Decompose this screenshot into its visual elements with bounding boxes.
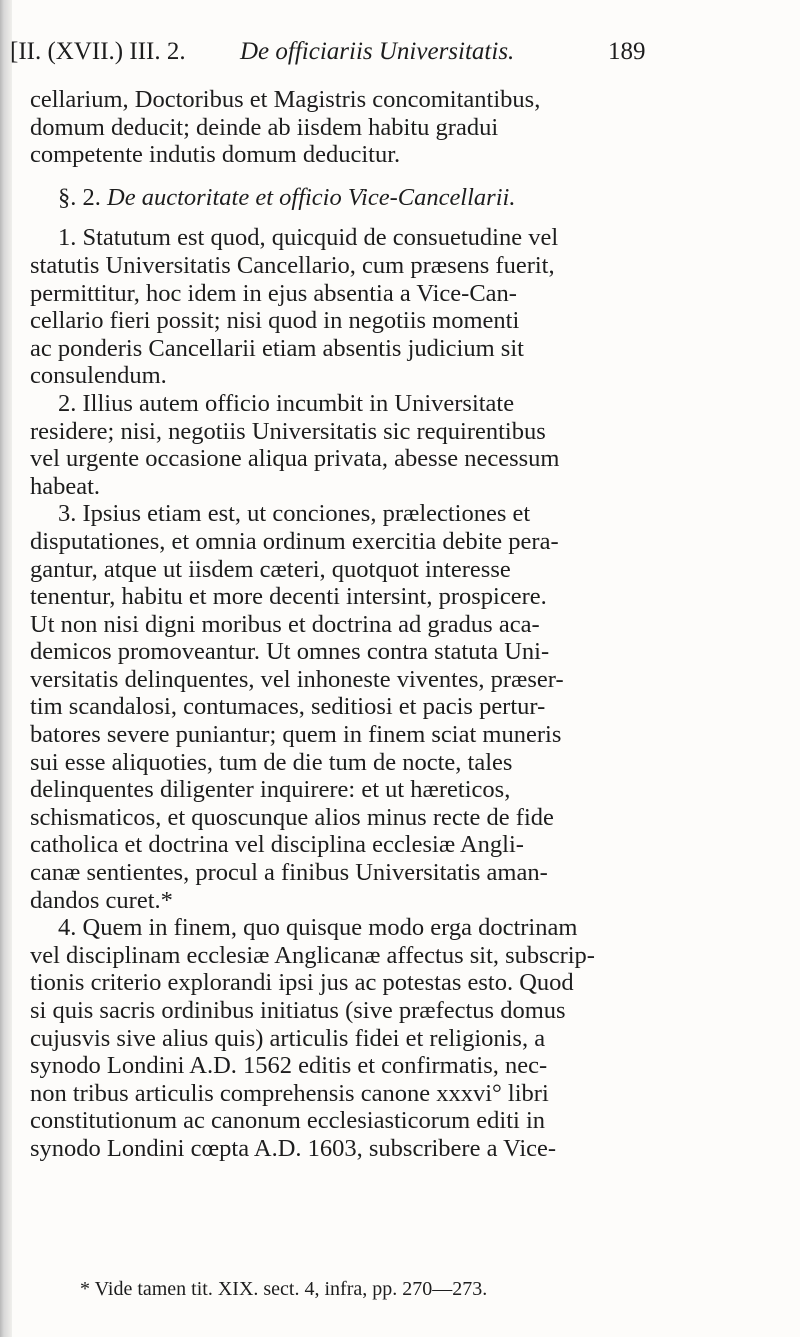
text-line: versitatis delinquentes, vel inhoneste viventes, præser- [30, 665, 564, 693]
text-line: sui esse aliquoties, tum de die tum de nocte, tales [30, 748, 513, 776]
text-line: vel disciplinam ecclesiæ Anglicanæ affectus sit, subscrip- [30, 941, 595, 969]
paragraph-2 [30, 390, 670, 500]
text-line: cujusvis sive alius quis) articulis fidei et religionis, a [30, 1024, 546, 1052]
text-line: tenentur, habitu et more decenti intersint, prospicere. [30, 583, 547, 611]
text-line: gantur, atque ut iisdem cæteri, quotquot interesse [30, 555, 511, 583]
paragraph-4 [30, 914, 670, 1162]
text-line: Ut non nisi digni moribus et doctrina ad gradus aca- [30, 610, 540, 638]
text-line: delinquentes diligenter inquirere: et ut hæreticos, [30, 776, 511, 804]
text-line: batores severe puniantur; quem in finem sciat muneris [30, 721, 562, 749]
text-line: constitutionum ac canonum ecclesiasticorum editi in [30, 1107, 546, 1135]
text-line: dandos curet.* [30, 886, 173, 914]
text-line: schismaticos, et quoscunque alios minus recte de fide [30, 803, 554, 831]
footnote: * Vide tamen tit. XIX. sect. 4, infra, pp. 270—273. [80, 1278, 488, 1300]
text-line: cellarium, Doctoribus et Magistris concomitantibus, [30, 86, 541, 113]
paragraph-1 [30, 224, 670, 390]
text-line: canæ sentientes, procul a finibus Universitatis aman- [30, 859, 548, 887]
text-line: catholica et doctrina vel disciplina ecclesiæ Angli- [30, 831, 524, 859]
page-number: 189 [608, 38, 646, 65]
chapter-reference: [II. (XVII.) III. 2. [10, 38, 186, 65]
text-line: disputationes, et omnia ordinum exercitia debite pera- [30, 527, 559, 555]
section-heading [30, 184, 670, 212]
text-line: statutis Universitatis Cancellario, cum præsens fuerit, [30, 251, 555, 279]
text-line: synodo Londini cœpta A.D. 1603, subscribere a Vice- [30, 1134, 557, 1162]
text-line: synodo Londini A.D. 1562 editis et confirmatis, nec- [30, 1052, 548, 1080]
text-line: consulendum. [30, 362, 167, 390]
section-heading-title: De auctoritate et officio Vice-Cancellarii. [107, 183, 516, 211]
text-line: cellario fieri possit; nisi quod in negotiis momenti [30, 307, 520, 335]
text-line: vel urgente occasione aliqua privata, abesse necessum [30, 445, 560, 473]
text-line: habeat. [30, 472, 101, 500]
body-text [30, 86, 670, 1163]
text-line: residere; nisi, negotiis Universitatis sic requirentibus [30, 417, 546, 445]
text-line: tionis criterio explorandi ipsi jus ac potestas esto. Quod [30, 969, 574, 997]
running-head [10, 38, 660, 72]
text-line: si quis sacris ordinibus initiatus (sive præfectus domus [30, 997, 566, 1024]
text-line: 4. Quem in finem, quo quisque modo erga doctrinam [58, 914, 578, 942]
text-line: 1. Statutum est quod, quicquid de consuetudine vel [58, 224, 559, 252]
section-mark: §. 2. [58, 183, 101, 211]
text-line: tim scandalosi, contumaces, seditiosi et pacis pertur- [30, 693, 546, 721]
text-line: demicos promoveantur. Ut omnes contra statuta Uni- [30, 638, 550, 666]
page-binding-edge [0, 0, 12, 1337]
paragraph-3 [30, 500, 670, 914]
text-line: 2. Illius autem officio incumbit in Universitate [58, 389, 515, 417]
text-line: competente indutis domum deducitur. [30, 141, 401, 169]
text-line: domum deducit; deinde ab iisdem habitu gradui [30, 113, 499, 141]
text-line: 3. Ipsius etiam est, ut conciones, prælectiones et [58, 500, 531, 528]
running-section-title: De officiariis Universitatis. [240, 38, 515, 65]
text-line: permittitur, hoc idem in ejus absentia a Vice-Can- [30, 279, 517, 307]
text-line: non tribus articulis comprehensis canone xxxvi° libri [30, 1079, 549, 1107]
text-line: ac ponderis Cancellarii etiam absentis judicium sit [30, 334, 524, 362]
